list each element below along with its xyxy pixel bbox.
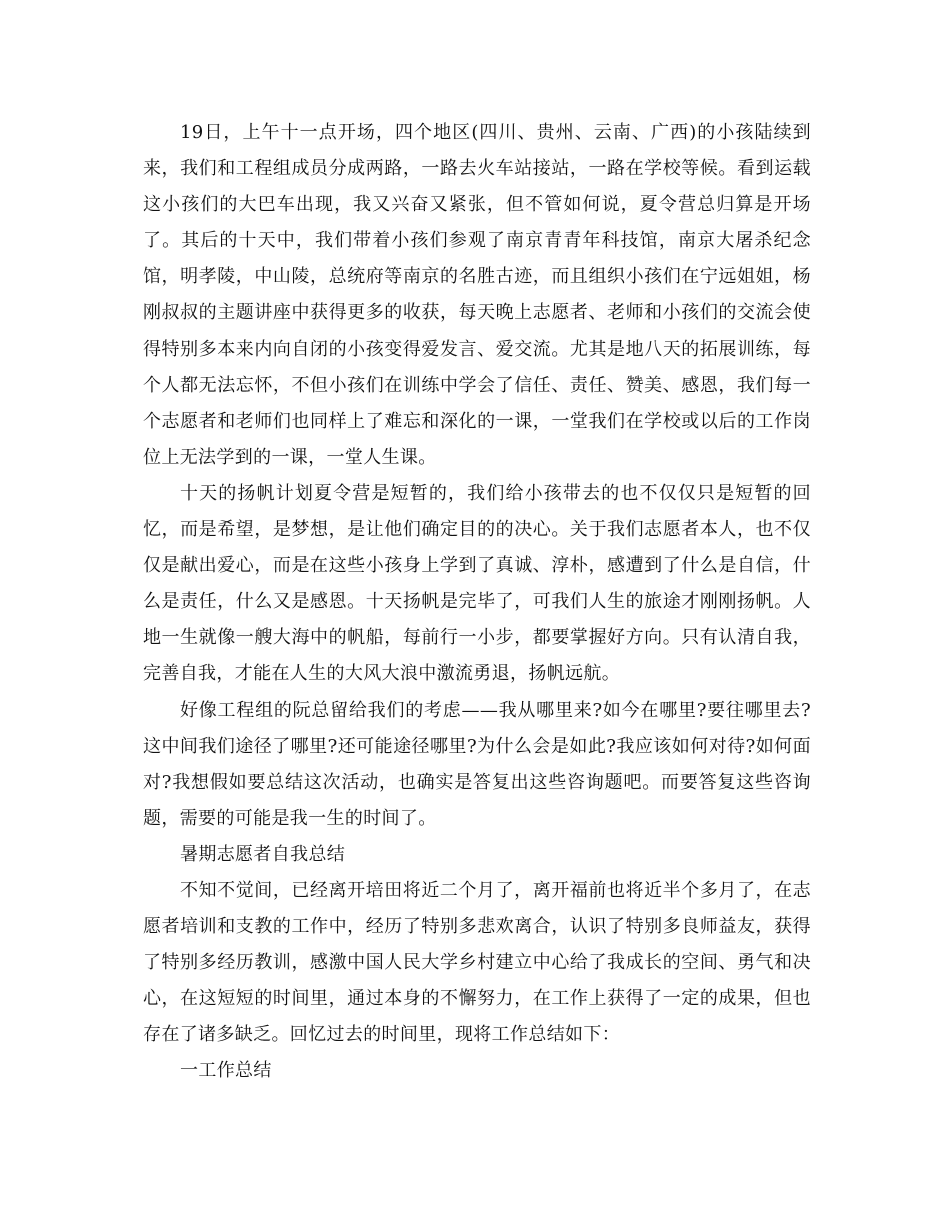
paragraph-summer-camp-activities: 19日，上午十一点开场，四个地区(四川、贵州、云南、广西)的小孩陆续到来，我们和工程组成员分成两路，一路去火车站接站，一路在学校等候。看到运载这小孩们的大巴车出现，我又兴奋又紧张，但不管如何说，夏令营总归算是开场了。其后的十天中，我们带着小孩们参观了南京青青年科技馆，南京大屠杀纪念馆，明孝陵，中山陵，总统府等南京的名胜古迹，而且组织小孩们在宁远姐姐，杨刚叔叔的主题讲座中获得更多的收获，每天晚上志愿者、老师和小孩们的交流会使得特别多本来内向自闭的小孩变得爱发言、爱交流。尤其是地八天的拓展训练，每个人都无法忘怀，不但小孩们在训练中学会了信任、责任、赞美、感恩，我们每一个志愿者和老师们也同样上了难忘和深化的一课，一堂我们在学校或以后的工作岗位上无法学到的一课，一堂人生课。	[143, 122, 811, 468]
section-title: 暑期志愿者自我总结	[180, 843, 346, 865]
paragraph-questions: 好像工程组的阮总留给我们的考虑——我从哪里来?如今在哪里?要往哪里去?这中间我们途径了哪里?还可能途径哪里?为什么会是如此?我应该如何对待?如何面对?我想假如要总结这次活动，也确实是答复出这些咨询题吧。而要答复这些咨询题，需要的可能是我一生的时间了。	[143, 699, 811, 829]
subsection-title: 一工作总结	[180, 1060, 272, 1082]
paragraph-reflection: 十天的扬帆计划夏令营是短暂的，我们给小孩带去的也不仅仅只是短暂的回忆，而是希望，是梦想，是让他们确定目的的决心。关于我们志愿者本人，也不仅仅是献出爱心，而是在这些小孩身上学到了真诚、淳朴，感遭到了什么是自信，什么是责任，什么又是感恩。十天扬帆是完毕了，可我们人生的旅途才刚刚扬帆。人地一生就像一艘大海中的帆船，每前行一小步，都要掌握好方向。只有认清自我，完善自我，才能在人生的大风大浪中激流勇退，扬帆远航。	[143, 482, 811, 685]
document-body	[143, 115, 811, 1090]
paragraph-self-summary: 不知不觉间，已经离开培田将近二个月了，离开福前也将近半个多月了，在志愿者培训和支教的工作中，经历了特别多悲欢离合，认识了特别多良师益友，获得了特别多经历教训，感激中国人民大学乡村建立中心给了我成长的空间、勇气和决心，在这短短的时间里，通过本身的不懈努力，在工作上获得了一定的成果，但也存在了诸多缺乏。回忆过去的时间里，现将工作总结如下：	[143, 879, 811, 1046]
